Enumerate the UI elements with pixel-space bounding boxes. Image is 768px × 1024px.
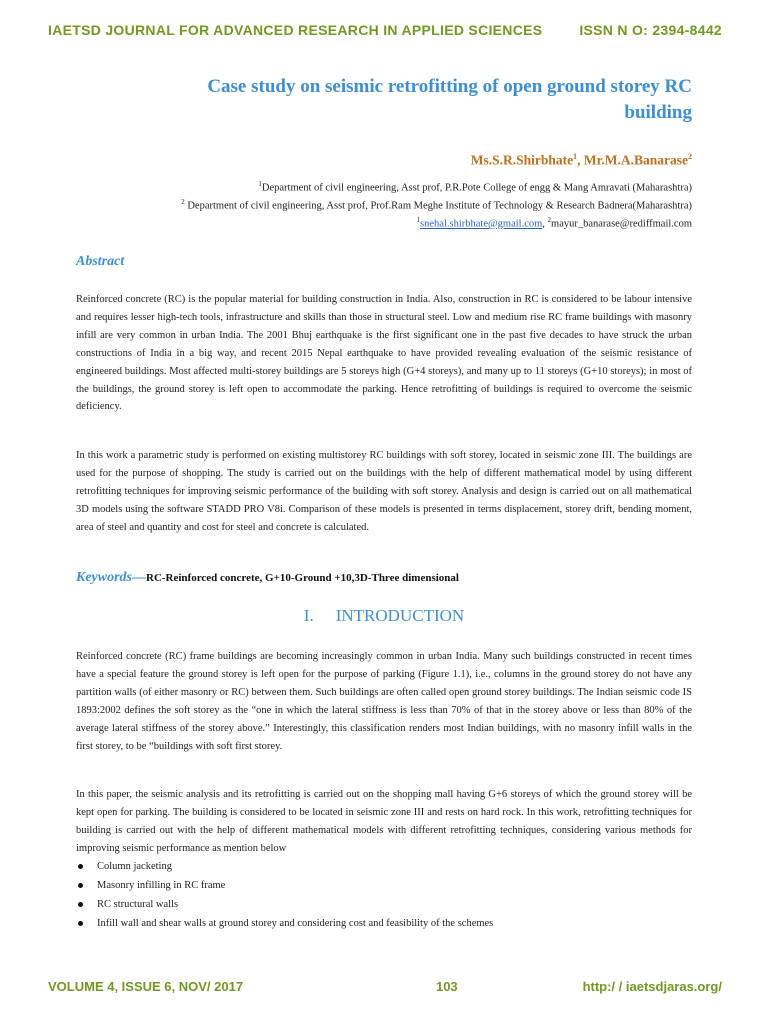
retrofit-technique-list <box>76 857 692 933</box>
page-footer <box>48 979 722 994</box>
keywords-line <box>76 570 692 586</box>
abstract-paragraph-1: Reinforced concrete (RC) is the popular material for building construction in India. Also, construction in RC is considered to be labour intensive and requires lesser high-tech tools, infrastructure and skills than those in structural steel. Low and medium rise RC frame buildings with masonry infill are very common in urban India. The 2001 Bhuj earthquake is the first significant one in the past five decades to have struck the urban constructions of India in a big way, and recent 2015 Nepal earthquake to have provided revealing evaluation of the seismic resistance of engineered buildings. Most affected multi-storey buildings are 5 storeys high (G+4 storeys), and many up to 11 storeys (G+10 storeys); in most of the buildings, the ground storey is left open to accommodate the parking. Hence retrofitting of buildings is required to overcome the seismic deficiency. <box>76 294 692 413</box>
list-item-text: Infill wall and shear walls at ground storey and considering cost and feasibility of the schemes <box>97 918 494 929</box>
bullet-icon <box>78 864 83 869</box>
section-heading <box>0 606 768 626</box>
email-1-link[interactable]: snehal.shirbhate@gmail.com <box>420 218 543 230</box>
affiliation-2 <box>181 198 692 212</box>
list-item-text: Masonry infilling in RC frame <box>97 880 226 891</box>
email-1-mark: 1 <box>416 216 421 224</box>
list-item-text: RC structural walls <box>97 899 179 910</box>
affiliation-2-mark: 2 <box>181 198 185 206</box>
journal-header <box>48 22 722 38</box>
abstract-heading: Abstract <box>76 254 125 269</box>
email-2: mayur_banarase@rediffmail.com <box>551 218 692 230</box>
author-1-affil-mark: 1 <box>573 152 578 161</box>
page-number: 103 <box>435 979 458 994</box>
paper-title <box>120 74 692 126</box>
bullet-icon <box>78 883 83 888</box>
author-2: Mr.M.A.Banarase <box>583 152 688 168</box>
list-item <box>76 895 692 914</box>
email-2-mark: 2 <box>547 216 552 224</box>
email-separator: , <box>542 218 548 230</box>
volume-issue: VOLUME 4, ISSUE 6, NOV/ 2017 <box>48 979 244 994</box>
journal-name: IAETSD JOURNAL FOR ADVANCED RESEARCH IN APPLIED SCIENCES <box>48 22 543 38</box>
section-number: I. <box>303 606 314 625</box>
author-list <box>471 152 692 169</box>
bullet-icon <box>78 921 83 926</box>
affiliation-1 <box>258 180 692 194</box>
list-item <box>76 876 692 895</box>
list-item-text: Column jacketing <box>97 861 172 872</box>
keywords-dash: — <box>132 570 146 585</box>
author-separator: , <box>577 152 584 168</box>
issn-number: ISSN N O: 2394-8442 <box>579 22 722 38</box>
affiliation-1-text: Department of civil engineering, Asst prof, P.R.Pote College of engg & Mang Amravati (Maharashtra) <box>261 182 692 194</box>
author-emails <box>417 216 692 230</box>
intro-paragraph-2: In this paper, the seismic analysis and its retrofitting is carried out on the shopping mall having G+6 storeys of which the ground storey will be kept open for parking. The building is considered to be located in seismic zone III and rests on hard rock. In this work, retrofitting techniques for building is carried out with the help of different mathematical models with different retrofitting techniques, considering various methods for improving seismic performance as mention below <box>76 789 692 854</box>
list-item <box>76 914 692 933</box>
author-2-affil-mark: 2 <box>688 152 692 161</box>
paper-title-line-2: building <box>624 102 692 123</box>
author-1: Ms.S.R.Shirbhate <box>470 152 574 168</box>
affiliation-2-text: Department of civil engineering, Asst prof, Prof.Ram Meghe Institute of Technology & Research Badnera(Maharashtra) <box>184 200 692 212</box>
abstract-paragraph-2: In this work a parametric study is performed on existing multistorey RC buildings with soft storey, located in seismic zone III. The buildings are used for the purpose of shopping. The study is carried out on the buildings with the help of different mathematical model by using different retrofitting techniques for improving seismic performance of the building with soft storey. Analysis and design is carried out on all mathematical 3D models using the software STADD PRO V8i. Comparison of these models is presented in terms displacement, storey drift, bending moment, area of steel and quantity and cost for steel and concrete is calculated. <box>76 450 692 533</box>
keywords-heading: Keywords <box>76 570 132 585</box>
bullet-icon <box>78 902 83 907</box>
affiliation-1-mark: 1 <box>258 180 262 188</box>
list-item <box>76 857 692 876</box>
intro-paragraph-1: Reinforced concrete (RC) frame buildings are becoming increasingly common in urban India. Many such buildings constructed in recent times have a special feature the ground storey is left open for the purpose of parking (Figure 1.1), i.e., columns in the ground storey do not have any partition walls (of either masonry or RC) between them. Such buildings are often called open ground storey buildings. The Indian seismic code IS 1893:2002 defines the soft storey as the “one in which the lateral stiffness is less than 70% of that in the storey above or less than 80% of the average lateral stiffness of the storey above.” Interestingly, this classification renders most Indian buildings, with no masonry infill walls in the first storey, to be “buildings with soft first storey. <box>76 651 692 752</box>
section-title: INTRODUCTION <box>335 606 465 625</box>
keywords-text: RC-Reinforced concrete, G+10-Ground +10,3D-Three dimensional <box>146 572 459 584</box>
paper-title-line-1: Case study on seismic retrofitting of open ground storey RC <box>207 76 692 97</box>
journal-url[interactable]: http:/ / iaetsdjaras.org/ <box>582 979 722 994</box>
